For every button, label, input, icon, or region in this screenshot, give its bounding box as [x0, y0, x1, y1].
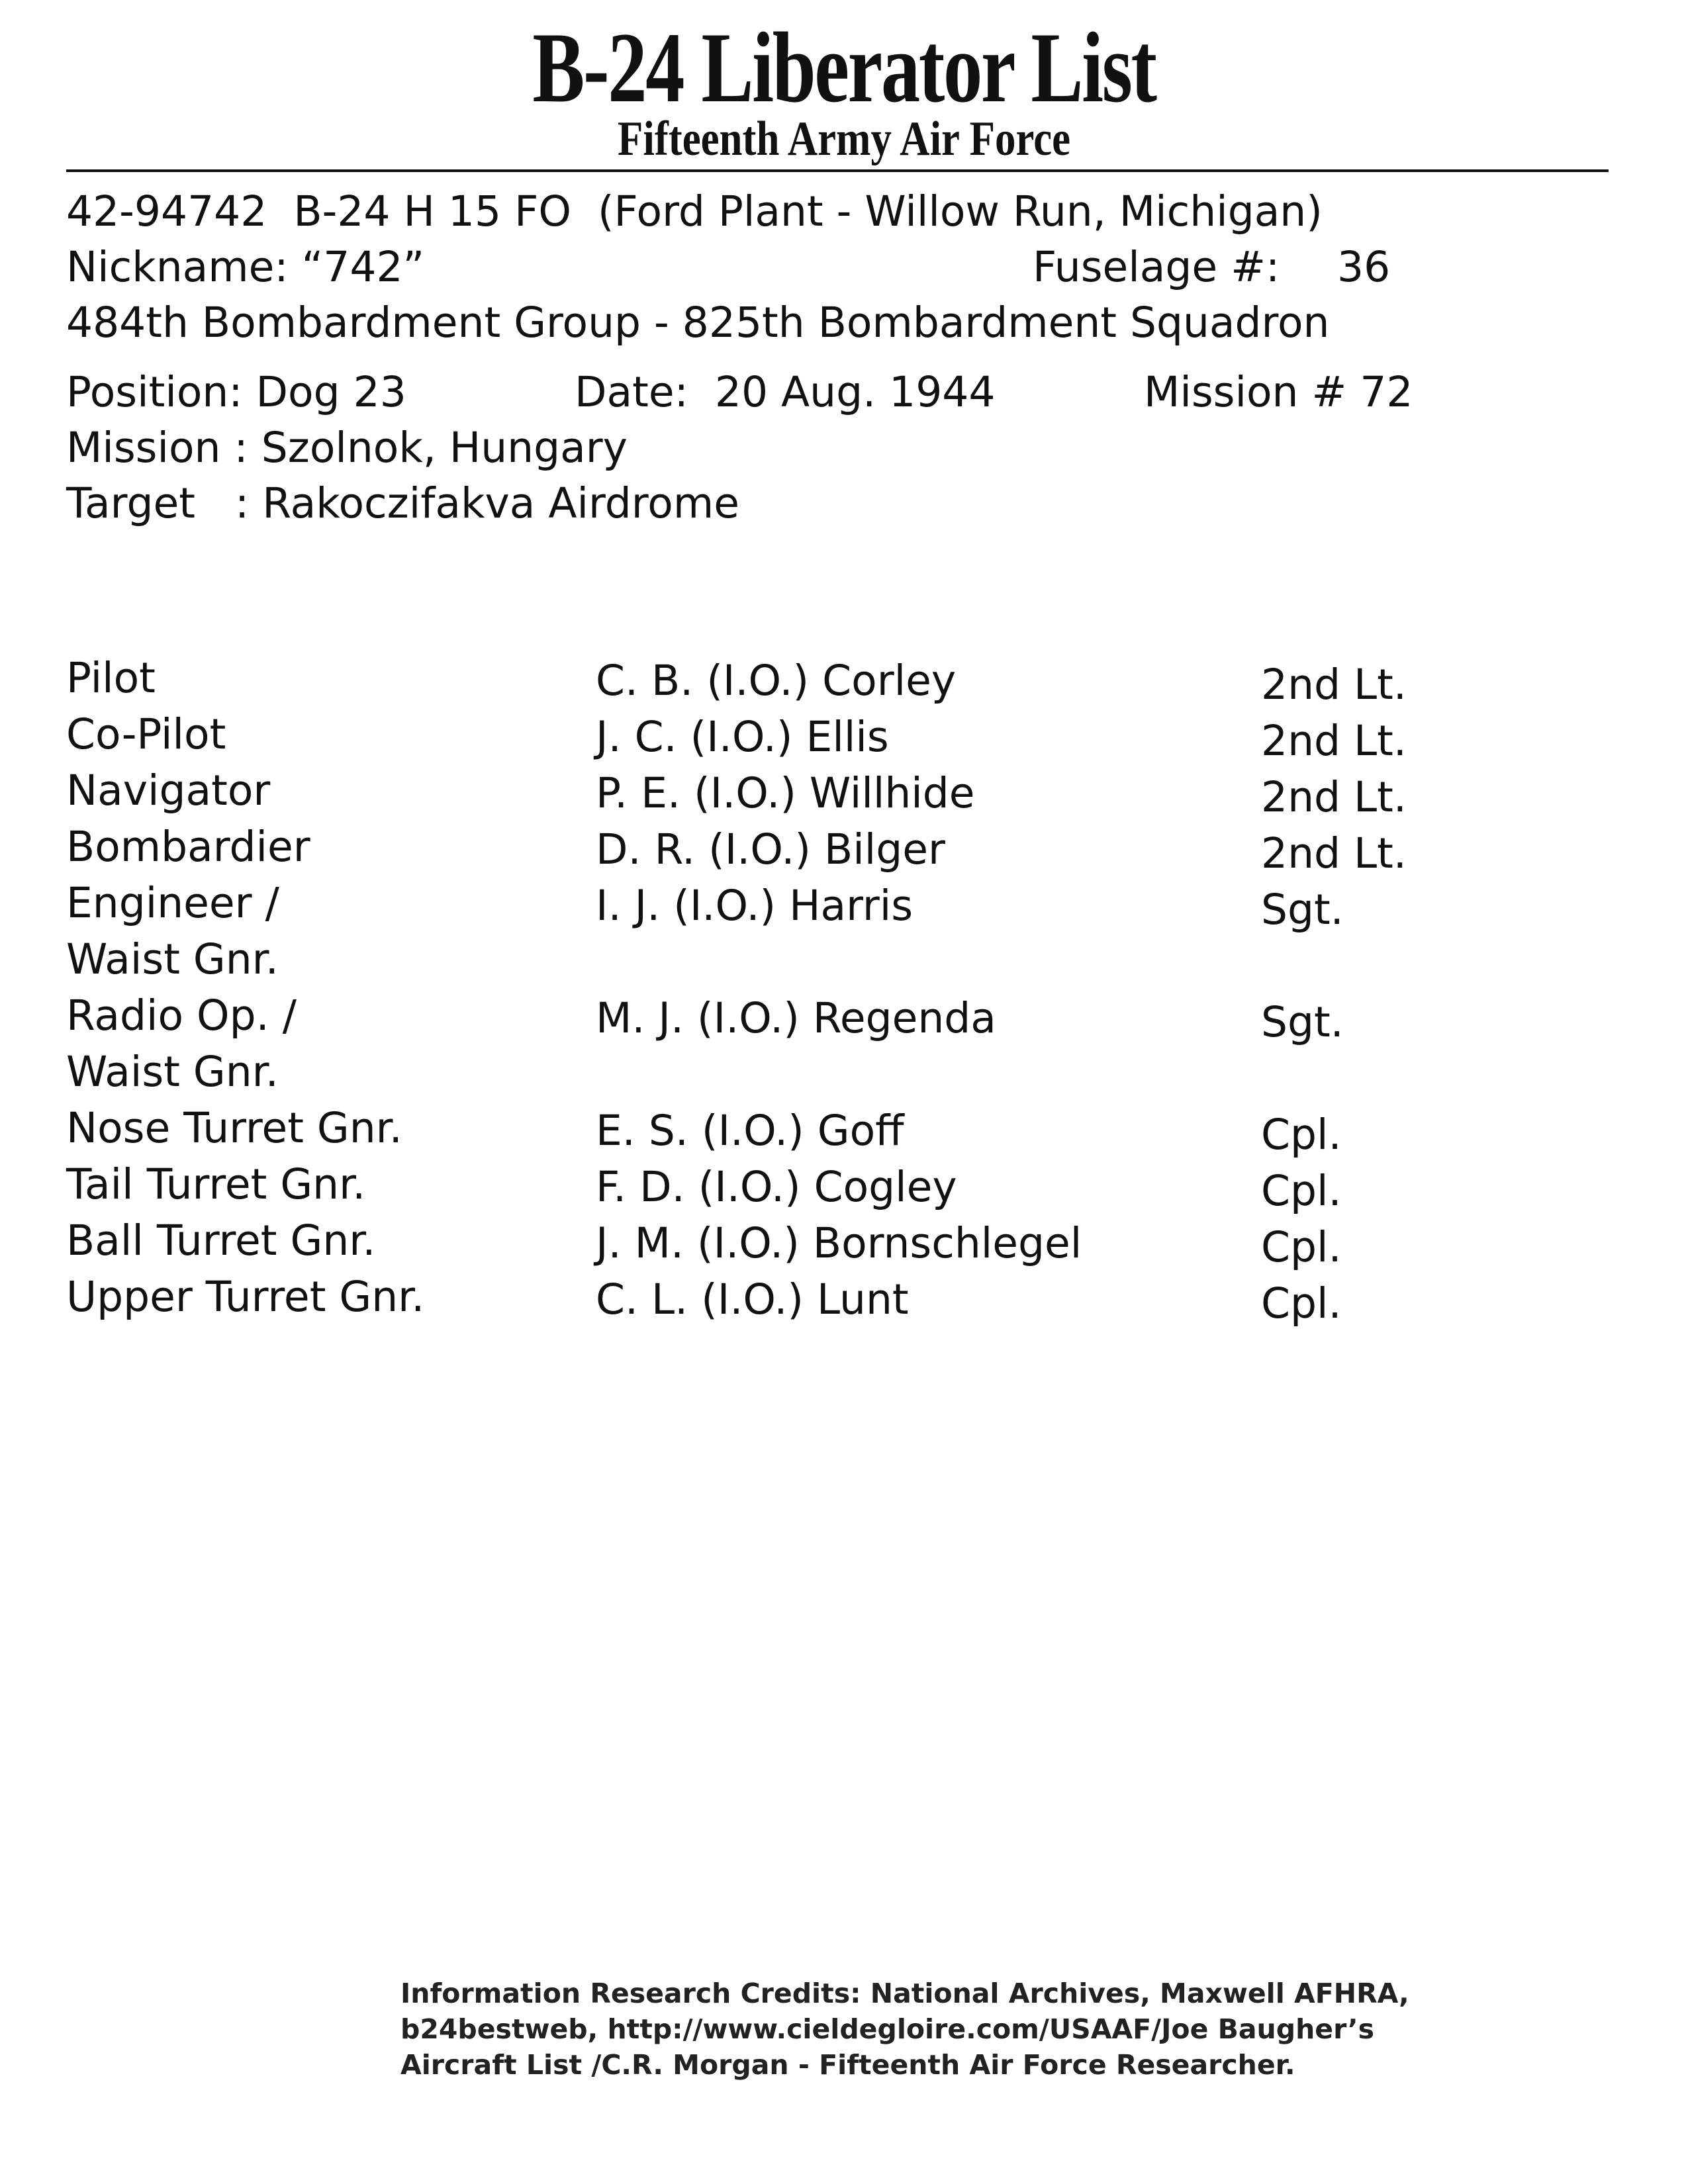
page-title: B-24 Liberator List	[532, 12, 1156, 123]
group-squadron-line: 484th Bombardment Group - 825th Bombardment Squadron	[66, 298, 1330, 347]
aircraft-serial-line: 42-94742 B-24 H 15 FO (Ford Plant - Willow Run, Michigan)	[66, 187, 1323, 236]
crew-rank: Cpl.	[1261, 1279, 1342, 1328]
credits-line: Aircraft List /C.R. Morgan - Fifteenth Air Force Researcher.	[400, 2049, 1295, 2081]
crew-name: E. S. (I.O.) Goff	[596, 1107, 904, 1155]
crew-rank: 2nd Lt.	[1261, 773, 1407, 821]
crew-role: Bombardier	[66, 823, 310, 871]
credits-line: Information Research Credits: National Archives, Maxwell AFHRA,	[400, 1978, 1409, 2009]
credits-line: b24bestweb, http://www.cieldegloire.com/USAAF/Joe Baugher’s	[400, 2013, 1375, 2045]
crew-role-continued: Waist Gnr.	[66, 1048, 279, 1096]
crew-rank: Cpl.	[1261, 1223, 1342, 1271]
crew-name: M. J. (I.O.) Regenda	[596, 994, 996, 1042]
page-subtitle: Fifteenth Army Air Force	[617, 112, 1071, 166]
crew-name: J. M. (I.O.) Bornschlegel	[596, 1219, 1082, 1267]
crew-rank: 2nd Lt.	[1261, 660, 1407, 709]
crew-name: C. L. (I.O.) Lunt	[596, 1275, 909, 1324]
mission-number: Mission # 72	[1144, 368, 1413, 416]
crew-name: J. C. (I.O.) Ellis	[596, 713, 889, 761]
header-divider	[66, 169, 1609, 172]
research-credits	[400, 1976, 1592, 2083]
crew-name: F. D. (I.O.) Cogley	[596, 1163, 957, 1211]
crew-role: Ball Turret Gnr.	[66, 1216, 376, 1265]
mission-date: Date: 20 Aug. 1944	[575, 368, 996, 416]
crew-role: Radio Op. /	[66, 991, 297, 1040]
crew-rank: Sgt.	[1261, 998, 1344, 1046]
crew-role: Tail Turret Gnr.	[66, 1160, 366, 1208]
crew-rank: 2nd Lt.	[1261, 829, 1407, 878]
crew-name: P. E. (I.O.) Willhide	[596, 769, 975, 817]
crew-role-continued: Waist Gnr.	[66, 935, 279, 983]
crew-name: D. R. (I.O.) Bilger	[596, 825, 945, 874]
crew-role: Co-Pilot	[66, 710, 226, 758]
aircraft-nickname: Nickname: “742”	[66, 243, 425, 291]
crew-role: Engineer /	[66, 879, 279, 927]
mission-position: Position: Dog 23	[66, 368, 406, 416]
crew-role: Nose Turret Gnr.	[66, 1104, 402, 1152]
crew-role: Navigator	[66, 766, 271, 815]
crew-rank: Sgt.	[1261, 886, 1344, 934]
fuselage-number: 36	[1337, 243, 1391, 291]
fuselage-label: Fuselage #:	[1033, 243, 1280, 291]
mission-location: Mission : Szolnok, Hungary	[66, 424, 628, 472]
crew-name: I. J. (I.O.) Harris	[596, 882, 914, 930]
crew-rank: Cpl.	[1261, 1167, 1342, 1215]
crew-rank: Cpl.	[1261, 1111, 1342, 1159]
crew-role: Upper Turret Gnr.	[66, 1273, 425, 1321]
crew-role: Pilot	[66, 654, 156, 702]
crew-rank: 2nd Lt.	[1261, 717, 1407, 765]
mission-target: Target : Rakoczifakva Airdrome	[66, 479, 739, 527]
crew-name: C. B. (I.O.) Corley	[596, 657, 957, 705]
